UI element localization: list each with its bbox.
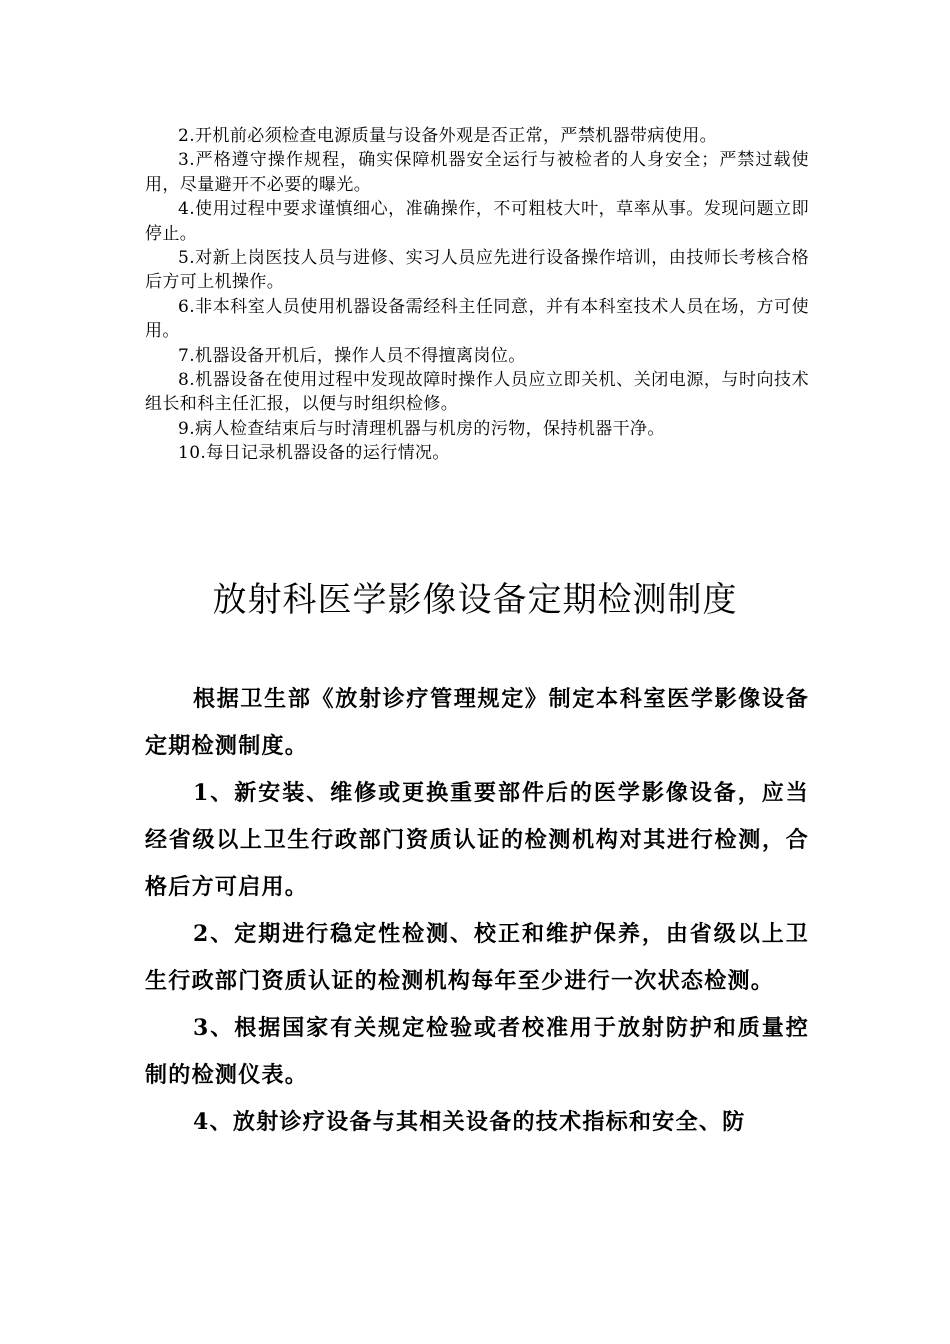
rule-item-4: 4.使用过程中要求谨慎细心，准确操作，不可粗枝大叶，草率从事。发现问题立即停止。: [145, 199, 809, 244]
rule-item-9: 9.病人检查结束后与时清理机器与机房的污物，保持机器干净。: [178, 418, 665, 439]
rule-item-7: 7.机器设备开机后，操作人员不得擅离岗位。: [178, 345, 526, 366]
intro-paragraph: 根据卫生部《放射诊疗管理规定》制定本科室医学影像设备定期检测制度。: [145, 686, 809, 759]
clause-3: 3、根据国家有关规定检验或者校准用于放射防护和质量控制的检测仪表。: [145, 1015, 809, 1088]
page-title: 放射科医学影像设备定期检测制度: [212, 580, 738, 620]
rule-item-5: 5.对新上岗医技人员与进修、实习人员应先进行设备操作培训，由技师长考核合格后方可上机操作。: [145, 248, 809, 293]
clause-4: 4、放射诊疗设备与其相关设备的技术指标和安全、防: [193, 1109, 746, 1135]
rule-item-3: 3.严格遵守操作规程，确实保障机器安全运行与被检者的人身安全；严禁过载使用，尽量避开不必要的曝光。: [145, 150, 809, 195]
regulation-body: [145, 676, 809, 1146]
rule-item-6: 6.非本科室人员使用机器设备需经科主任同意，并有本科室技术人员在场，方可使用。: [145, 296, 809, 342]
rule-item-2: 2.开机前必须检查电源质量与设备外观是否正常，严禁机器带病使用。: [178, 126, 718, 146]
clause-2: 2、定期进行稳定性检测、校正和维护保养，由省级以上卫生行政部门资质认证的检测机构每年至少进行一次状态检测。: [145, 921, 809, 994]
operating-rules-list: [145, 124, 809, 466]
rule-item-8: 8.机器设备在使用过程中发现故障时操作人员应立即关机、关闭电源，与时向技术组长和科主任汇报，以便与时组织检修。: [145, 370, 809, 415]
clause-1: 1、新安装、维修或更换重要部件后的医学影像设备，应当经省级以上卫生行政部门资质认证的检测机构对其进行检测，合格后方可启用。: [145, 780, 809, 900]
rule-item-10: 10.每日记录机器设备的运行情况。: [178, 443, 450, 464]
